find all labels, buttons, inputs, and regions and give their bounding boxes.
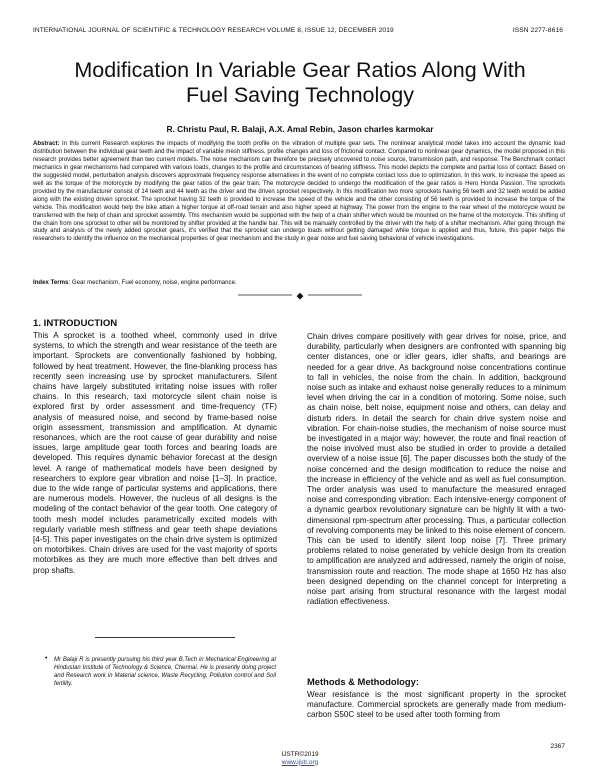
issn: ISSN 2277-8616 — [512, 27, 563, 34]
abstract — [33, 141, 565, 244]
title-line-1: Modification In Variable Gear Ratios Along With — [74, 58, 526, 82]
authors: R. Christu Paul, R. Balaji, A.X. Amal Rebin, Jason charles karmokar — [166, 124, 434, 134]
journal-url-link[interactable]: www.ijstr.org — [281, 758, 319, 766]
abstract-label: Abstract: — [33, 141, 60, 147]
footnote: Mr Balaji R is presently pursuing his third year B.Tech in Mechanical Engineering at Hindustan Institute of Technology & Science, Chennai. He is presently doing project and Research work in Material science, Waste Recycling, Pollution control and Soil fertility. — [54, 657, 276, 687]
index-terms-label: Index Terms — [33, 279, 69, 286]
methods-text: Wear resistance is the most significant property in the sprocket manufacture. Commercial sprockets are generally made from medium-carbon S50C steel to be used after tooth forming from — [307, 690, 566, 720]
page-number: 2367 — [550, 743, 565, 750]
section-separator — [0, 289, 600, 301]
separator-diamond: ◆ — [296, 291, 304, 301]
footnote-rule — [95, 637, 235, 638]
paper-title — [30, 58, 570, 108]
footnote-bullet: • — [45, 655, 48, 662]
paper-id: IJSTR©2019 — [281, 751, 319, 758]
page-footer — [0, 751, 600, 766]
introduction-left-column: This A sprocket is a toothed wheel, commonly used in drive systems, to which the strength and wear resistance of the teeth are important. Sprockets are conventionally fashioned by hobbing, followed by heat treatment. However, the fine-blanking process has recently seen increasing use by sprocket manufacturers. Silent chains have largely substituted irritating noise issues with roller chains. In this research, taxi motorcycle silent chain noise is explored first by order assessment and time-frequency (TF) analysis of measured noise, and second by frame-based noise origin assessment, transmission and amplification. At dynamic resonances, which are the root cause of gear durability and noise issues, large amplitude gear tooth forces and bearing loads are developed. This requires dynamic behavior forecast at the design level. A range of mathematical models have been designed by researchers to explore gear vibration and noise [1–3]. In practice, due to the wide range of particular systems and applications, there are numerous models. However, the nucleus of all designs is the modeling of the contact behavior of the gear tooth. One category of tooth mesh model includes parametrically excited models with regularly variable mesh stiffness and gear teeth shape deviations [4-5]. This paper investigates on the chain drive system is optimized on motorbikes. Chain drives are used for the vast majority of sports motorbikes as they are much more effective than belt drives and prop shafts. — [33, 331, 277, 575]
section-heading-methods: Methods & Methodology: — [307, 676, 419, 687]
section-heading-introduction: 1. INTRODUCTION — [33, 318, 118, 329]
index-terms — [33, 279, 565, 287]
index-terms-text: : Gear mechanism, Fuel economy, noise, engine performance. — [68, 279, 237, 286]
abstract-text: In this current Research explores the impacts of modifying the tooth profile on the vibration of multiple gear sets. The nonlinear analytical model takes into account the dynamic load distribution between the individual gear teeth and the impact of variable mesh stiffness, profile changes and loss of frictional contact. Compared to nonlinear gear dynamics, the model proposed in this research provides better agreement than two current models. The noise mechanism can therefore be precisely uncovered to noise source, transmission path, and response. The Benchmark contact mechanics in gear mechanisms had compared with various loads, changes to the profile and circumstances of bearing stiffness. This model depicts the complete and partial loss of contact. Based on the suggested model, perturbation analysis discovers approximate frequency response alternatives in the event of no complete contact loss due to optimization. In this work, to increase the speed as well as the torque of the motorcycle by modifying the gear ratios of the gear train. The motorcycle decided to undergo the modification of the gear ratios is Hero Honda Passion. The sprockets provided by the manufacturer consist of 14 teeth and 44 teeth as the driver and the driven sprocket respectively. In this modification two more sprockets having 56 teeth and 32 teeth would be added along with the existing driven sprocket. The sprocket having 32 teeth is provided to increase the speed of the vehicle and the other consisting of 56 teeth is provided to increase the torque of the vehicle. This modification would help the bike attain a higher torque at off-road terrain and also higher speed at highway. The power from the engine to the rear wheel of the motorcycle would be transferred with the help of chain and sprocket assembly. This mechanism would be supported with the help of a chain shifter which would be mounted on the frame of the motorcycle. This shifting of the chain from one sprocket to other will be monitored by shifter provided at the handle bar. This will be manually controlled by the driver with the help of a shifter mechanism. After going through the study and analysis of the newly added sprocket gears, it's verified that the sprocket can undergo loads without getting damaged while torque is applied and thus, future, this paper helps the researchers to identify the influence on the mechanical properties of gear mechanism and the study in gear noise and fuel saving behavioral of vehicle investigations. — [33, 141, 565, 243]
title-line-2: Fuel Saving Technology — [186, 83, 414, 107]
introduction-right-column: Chain drives compare positively with gear drives for noise, price, and durability, particularly when designers are confronted with spanning big center distances, one or idler gears, idler shafts, and bearings are needed for a gear drive. As background noise concentrations continue to fall in vehicles, the noise from the chain. In addition, background noise such as intake and exhaust noise generally reduces to a minimum level when driving the car in a condition of motoring. Some noise, such as chain noise, belt noise, equipment noise and others, can delay and disturb riders. In detail the search for chain drive system noise and vibration. For chain-noise studies, the mechanism of noise source must be investigated in a major way; however, the route and final reaction of the noise involved must also be studied in order to provide a detailed overview of a noise issue [6]. The paper discusses both the study of the noise concerned and the design modification to reduce the noise and the increase in efficiency of the vehicle and as well as fuel consumption. The order analysis was used to manufacture the measured enraged noise and corresponding vibration. Each intensive-energy component of a dynamic gearbox revolutionary signature can be highly lit with a two-dimensional rpm-spectrum after processing. Thus, a particular collection of revolving components may be linked to this noise element of concern. This can be used to identify silent loop noise [7]. Three primary problems related to noise generated by vehicle design from its creation to amplification are analyzed and addressed, namely the origin of noise, transmission route and reaction. The mode shape at 1650 Hz has also been designed depending on the channel concept for interpreting a noise part arising from structural resonance with the largest modal radiation effectiveness. — [307, 332, 566, 607]
journal-name: INTERNATIONAL JOURNAL OF SCIENTIFIC & TECHNOLOGY RESEARCH VOLUME 8, ISSUE 12, DECEMBER 2019 — [33, 27, 394, 34]
